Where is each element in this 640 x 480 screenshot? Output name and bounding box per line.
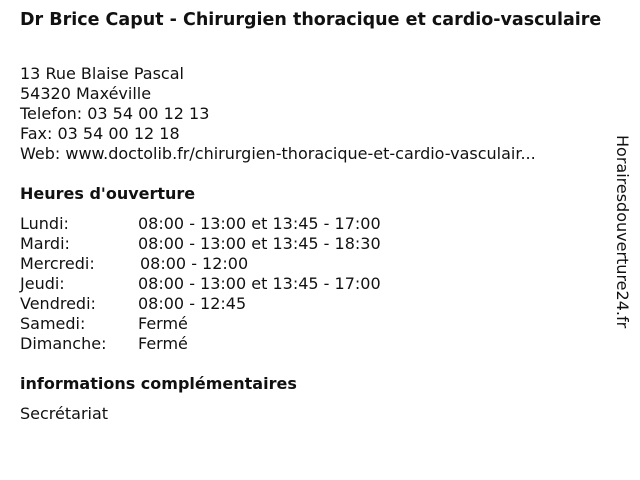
- hours-monday: 08:00 - 13:00 et 13:45 - 17:00: [138, 214, 381, 233]
- opening-hours-heading: Heures d'ouverture: [20, 184, 196, 203]
- day-label-wednesday: Mercredi:: [20, 254, 95, 273]
- website-row: [20, 144, 536, 164]
- hours-sunday: Fermé: [138, 334, 188, 353]
- day-label-monday: Lundi:: [20, 214, 69, 233]
- address-street: 13 Rue Blaise Pascal: [20, 64, 184, 83]
- day-label-tuesday: Mardi:: [20, 234, 70, 253]
- day-label-saturday: Samedi:: [20, 314, 86, 333]
- hours-tuesday: 08:00 - 13:00 et 13:45 - 18:30: [138, 234, 381, 253]
- hours-saturday: Fermé: [138, 314, 188, 333]
- day-label-sunday: Dimanche:: [20, 334, 107, 353]
- website-link[interactable]: Web: www.doctolib.fr/chirurgien-thoracique-et-cardio-vasculair...: [20, 144, 536, 163]
- phone-number: Telefon: 03 54 00 12 13: [20, 104, 210, 123]
- day-label-thursday: Jeudi:: [20, 274, 65, 293]
- extra-info-heading: informations complémentaires: [20, 374, 297, 393]
- hours-wednesday: 08:00 - 12:00: [140, 254, 249, 273]
- hours-friday: 08:00 - 12:45: [138, 294, 247, 313]
- hours-thursday: 08:00 - 13:00 et 13:45 - 17:00: [138, 274, 381, 293]
- site-watermark: Horairesdouverture24.fr: [613, 135, 632, 329]
- page-title: Dr Brice Caput - Chirurgien thoracique et cardio-vasculaire: [20, 10, 602, 30]
- fax-number: Fax: 03 54 00 12 18: [20, 124, 180, 143]
- extra-info-text: Secrétariat: [20, 404, 109, 423]
- address-city: 54320 Maxéville: [20, 84, 152, 103]
- day-label-friday: Vendredi:: [20, 294, 96, 313]
